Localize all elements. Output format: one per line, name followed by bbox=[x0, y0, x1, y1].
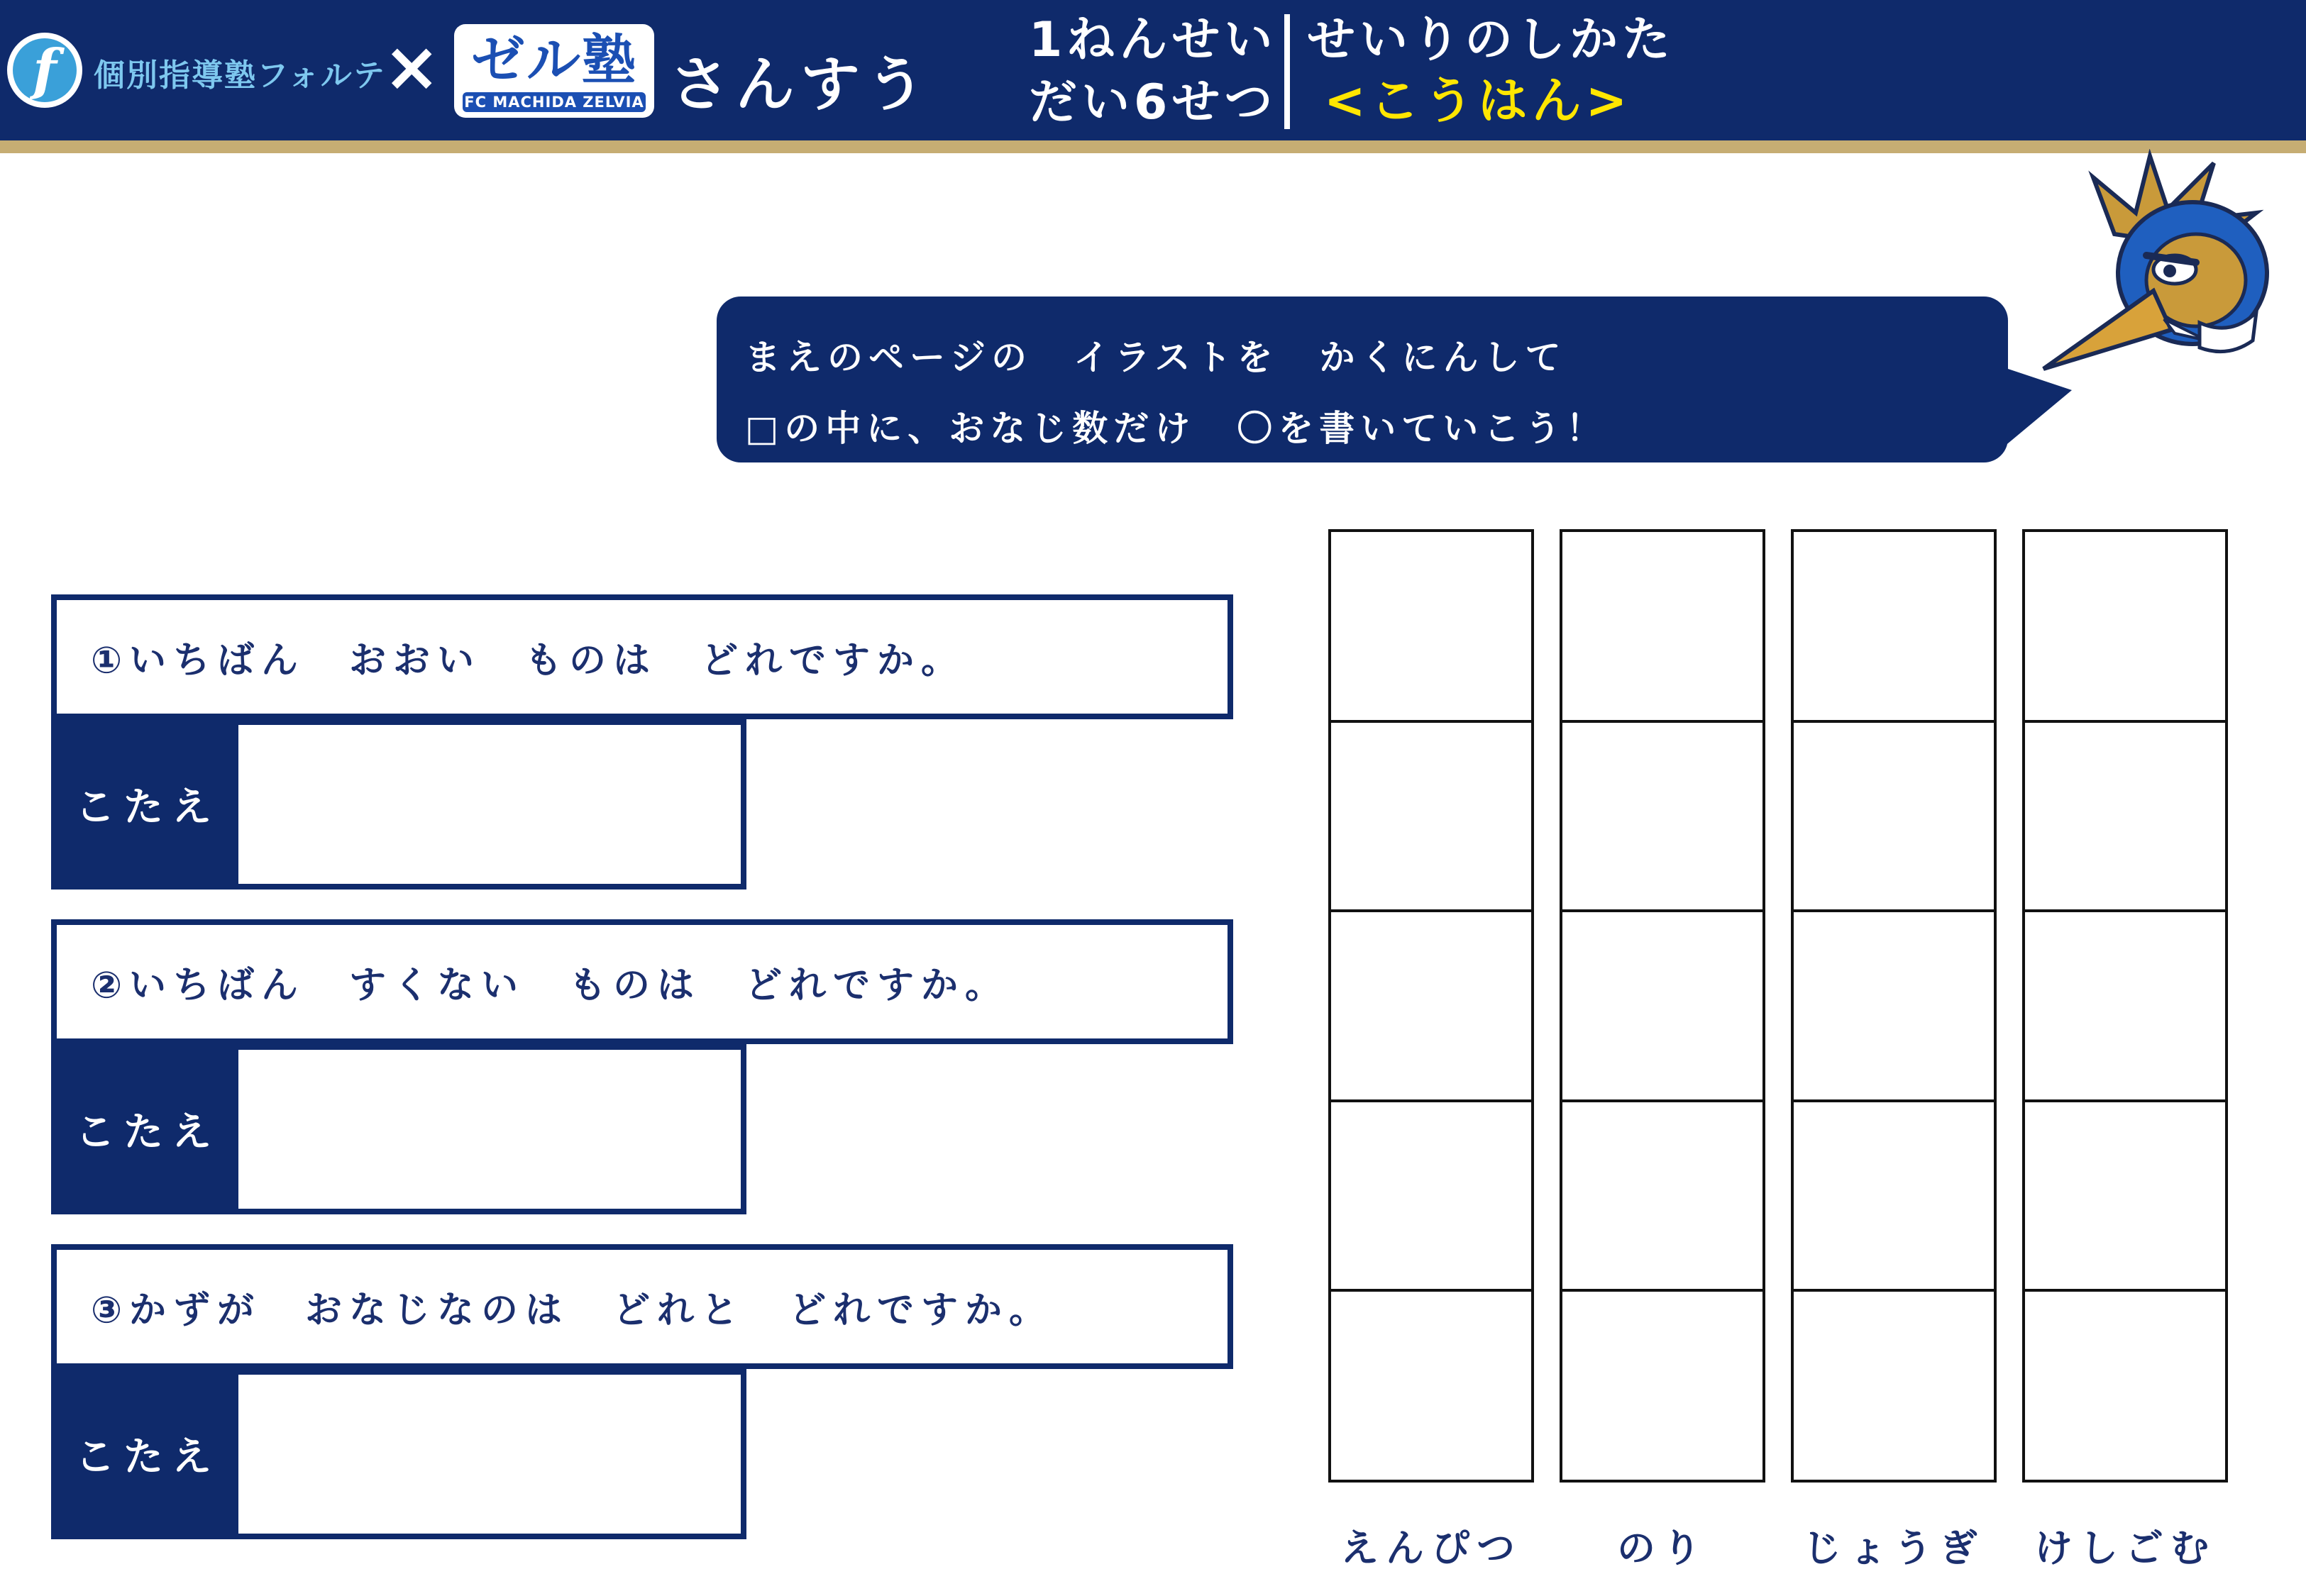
zel-juku-logo bbox=[454, 24, 654, 118]
grid-row-divider bbox=[1794, 720, 1994, 723]
grid-row-divider bbox=[1562, 1289, 1762, 1292]
header-bar bbox=[0, 0, 2306, 140]
column-label-1: えんぴつ bbox=[1340, 1526, 1522, 1570]
answer-1-box bbox=[51, 719, 746, 890]
grid-row-divider bbox=[2025, 1289, 2225, 1292]
column-label-3: じょうぎ bbox=[1803, 1526, 1985, 1570]
count-column-keshigomu[interactable] bbox=[2022, 529, 2228, 1483]
subject-title: さんすう bbox=[670, 50, 932, 119]
answer-2-label: こたえ bbox=[57, 1050, 238, 1209]
grid-row-divider bbox=[1562, 1099, 1762, 1102]
collab-cross: × bbox=[383, 27, 441, 106]
grid-row-divider bbox=[1794, 909, 1994, 912]
grid-row-divider bbox=[1331, 720, 1531, 723]
question-1-text: ①いちばん おおい ものは どれですか。 bbox=[91, 639, 966, 682]
count-column-nori[interactable] bbox=[1560, 529, 1765, 1483]
zel-badge-title: ゼル塾 bbox=[471, 28, 637, 92]
forte-logo-icon bbox=[7, 33, 82, 108]
bird-mascot-icon bbox=[2029, 149, 2271, 383]
topic-title: せいりのしかた bbox=[1307, 12, 1675, 68]
brand-name: 個別指導塾フォルテ bbox=[94, 57, 386, 94]
answer-2-field[interactable] bbox=[238, 1050, 741, 1209]
grade-label: 1ねんせい bbox=[1029, 12, 1277, 68]
count-column-jougi[interactable] bbox=[1791, 529, 1997, 1483]
grid-row-divider bbox=[2025, 720, 2225, 723]
question-1-box bbox=[51, 594, 1233, 719]
instruction-line-1: まえのページの イラストを かくにんして bbox=[745, 337, 1567, 378]
grid-row-divider bbox=[1331, 909, 1531, 912]
logo-letter: f bbox=[13, 38, 77, 102]
count-column-enpitsu[interactable] bbox=[1328, 529, 1534, 1483]
grid-row-divider bbox=[2025, 1099, 2225, 1102]
answer-1-field[interactable] bbox=[238, 725, 741, 884]
grid-row-divider bbox=[1562, 909, 1762, 912]
instruction-bubble bbox=[717, 297, 2008, 462]
grid-row-divider bbox=[1562, 720, 1762, 723]
grid-row-divider bbox=[1794, 1289, 1994, 1292]
question-2-box bbox=[51, 919, 1233, 1044]
lesson-label: だい6せつ bbox=[1029, 74, 1277, 131]
question-2-text: ②いちばん すくない ものは どれですか。 bbox=[91, 964, 1010, 1007]
part-label: <こうはん> bbox=[1324, 72, 1632, 130]
title-divider bbox=[1284, 14, 1290, 129]
answer-2-box bbox=[51, 1044, 746, 1214]
answer-3-box bbox=[51, 1369, 746, 1539]
question-3-text: ③かずが おなじなのは どれと どれですか。 bbox=[91, 1289, 1054, 1332]
grid-row-divider bbox=[1794, 1099, 1994, 1102]
question-3-box bbox=[51, 1244, 1233, 1369]
answer-3-label: こたえ bbox=[57, 1375, 238, 1534]
answer-1-label: こたえ bbox=[57, 725, 238, 884]
answer-3-field[interactable] bbox=[238, 1375, 741, 1534]
grid-row-divider bbox=[1331, 1099, 1531, 1102]
column-label-2: のり bbox=[1617, 1526, 1708, 1570]
grid-row-divider bbox=[1331, 1289, 1531, 1292]
zel-badge-subtitle: FC MACHIDA ZELVIA bbox=[463, 92, 646, 112]
instruction-line-2: □の中に、おなじ数だけ 〇を書いていこう！ bbox=[745, 408, 1608, 449]
header-gold-divider bbox=[0, 140, 2306, 153]
column-label-4: けしごむ bbox=[2034, 1526, 2216, 1570]
grid-row-divider bbox=[2025, 909, 2225, 912]
